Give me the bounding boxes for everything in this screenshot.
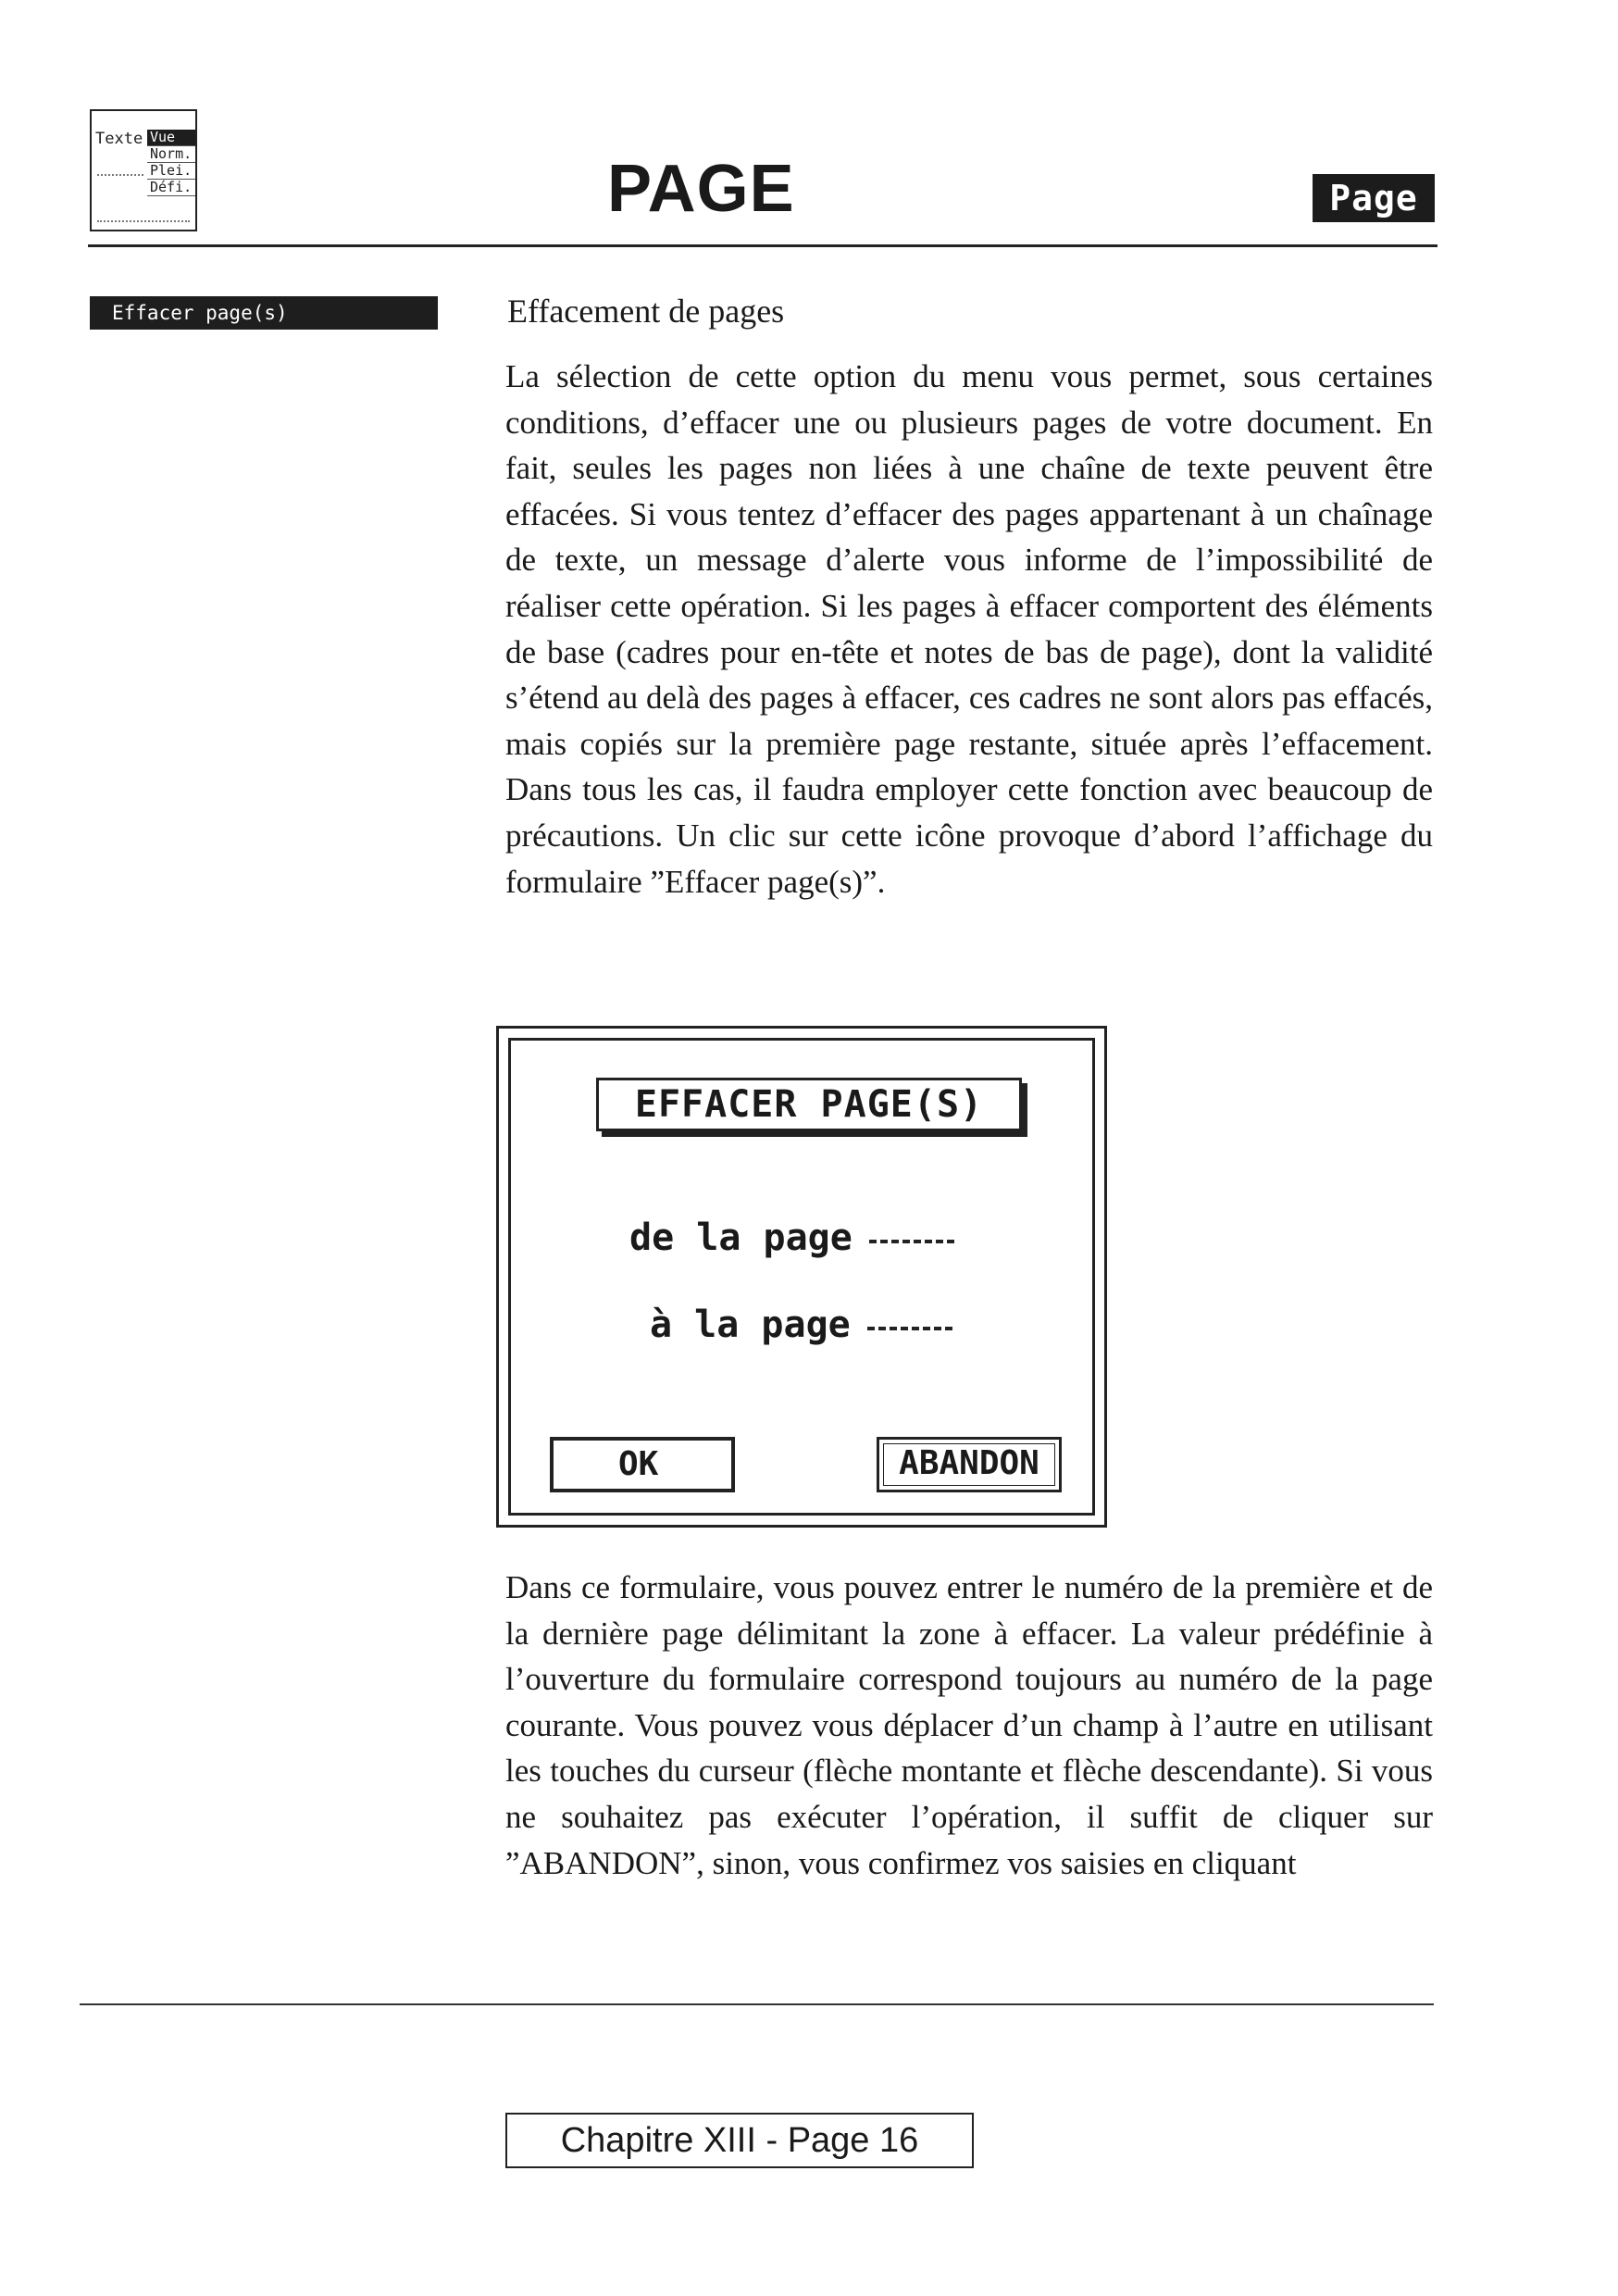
- menu-item-vue: Vue: [147, 130, 195, 146]
- header-divider: [88, 244, 1438, 247]
- page-badge: Page: [1313, 174, 1435, 222]
- to-page-field[interactable]: [650, 1304, 952, 1346]
- menu-submenu: [147, 130, 195, 196]
- menu-texte-label: Texte: [95, 130, 143, 148]
- menu-item-plei: Plei.: [147, 163, 195, 180]
- menu-icon: [90, 109, 197, 231]
- ok-button[interactable]: OK: [550, 1437, 735, 1492]
- dialog-title: EFFACER PAGE(S): [596, 1078, 1022, 1131]
- from-page-field[interactable]: [629, 1217, 954, 1259]
- section-heading: Effacement de pages: [507, 293, 785, 330]
- to-page-input[interactable]: [867, 1323, 952, 1330]
- side-tag: Effacer page(s): [90, 296, 438, 330]
- body-paragraph: La sélection de cette option du menu vous permet, sous certaines conditions, d’effacer une ou plusieurs pages de votre document. En fait, seules les pages non liées à une chaîne de texte peuvent être effacées. Si vous tentez d’effacer des pages appartenant à un chaînage de texte, un message d’alerte vous informe de l’impossibilité de réaliser cette opération. Si les pages à effacer comportent des éléments de base (cadres pour en-tête et notes de bas de page), dont la validité s’étend au delà des pages à effacer, ces cadres ne sont alors pas effacés, mais copiés sur la première page restante, située après l’effacement. Dans tous les cas, il faudra employer cette fonction avec beaucoup de précautions. Un clic sur cette icône provoque d’abord l’affichage du formulaire ”Effacer page(s)”.: [505, 358, 1433, 900]
- dialog-inner-frame: [508, 1038, 1095, 1516]
- to-page-label: à la page: [650, 1304, 851, 1346]
- page-number: Chapitre XIII - Page 16: [505, 2113, 974, 2168]
- from-page-input[interactable]: [869, 1236, 954, 1243]
- menu-item-norm: Norm.: [147, 146, 195, 163]
- body-paragraph: Dans ce formulaire, vous pouvez entrer le numéro de la première et de la dernière page délimitant la zone à effacer. La valeur prédéfinie à l’ouverture du formulaire correspond toujours au numéro de la page courante. Vous pouvez vous déplacer d’un champ à l’autre en utilisant les touches du curseur (flèche montante et flèche descendante). Si vous ne souhaitez pas exécuter l’opération, il suffit de cliquer sur ”ABANDON”, sinon, vous confirmez vos saisies en cliquant: [505, 1569, 1433, 1881]
- footer-divider: [80, 2003, 1434, 2005]
- erase-pages-dialog: [496, 1026, 1107, 1528]
- menu-dotted-line: [97, 174, 143, 176]
- abandon-button[interactable]: ABANDON: [877, 1437, 1062, 1492]
- page-title: PAGE: [607, 152, 795, 226]
- from-page-label: de la page: [629, 1217, 853, 1259]
- menu-dotted-line: [97, 220, 190, 222]
- menu-item-defi: Défi.: [147, 180, 195, 196]
